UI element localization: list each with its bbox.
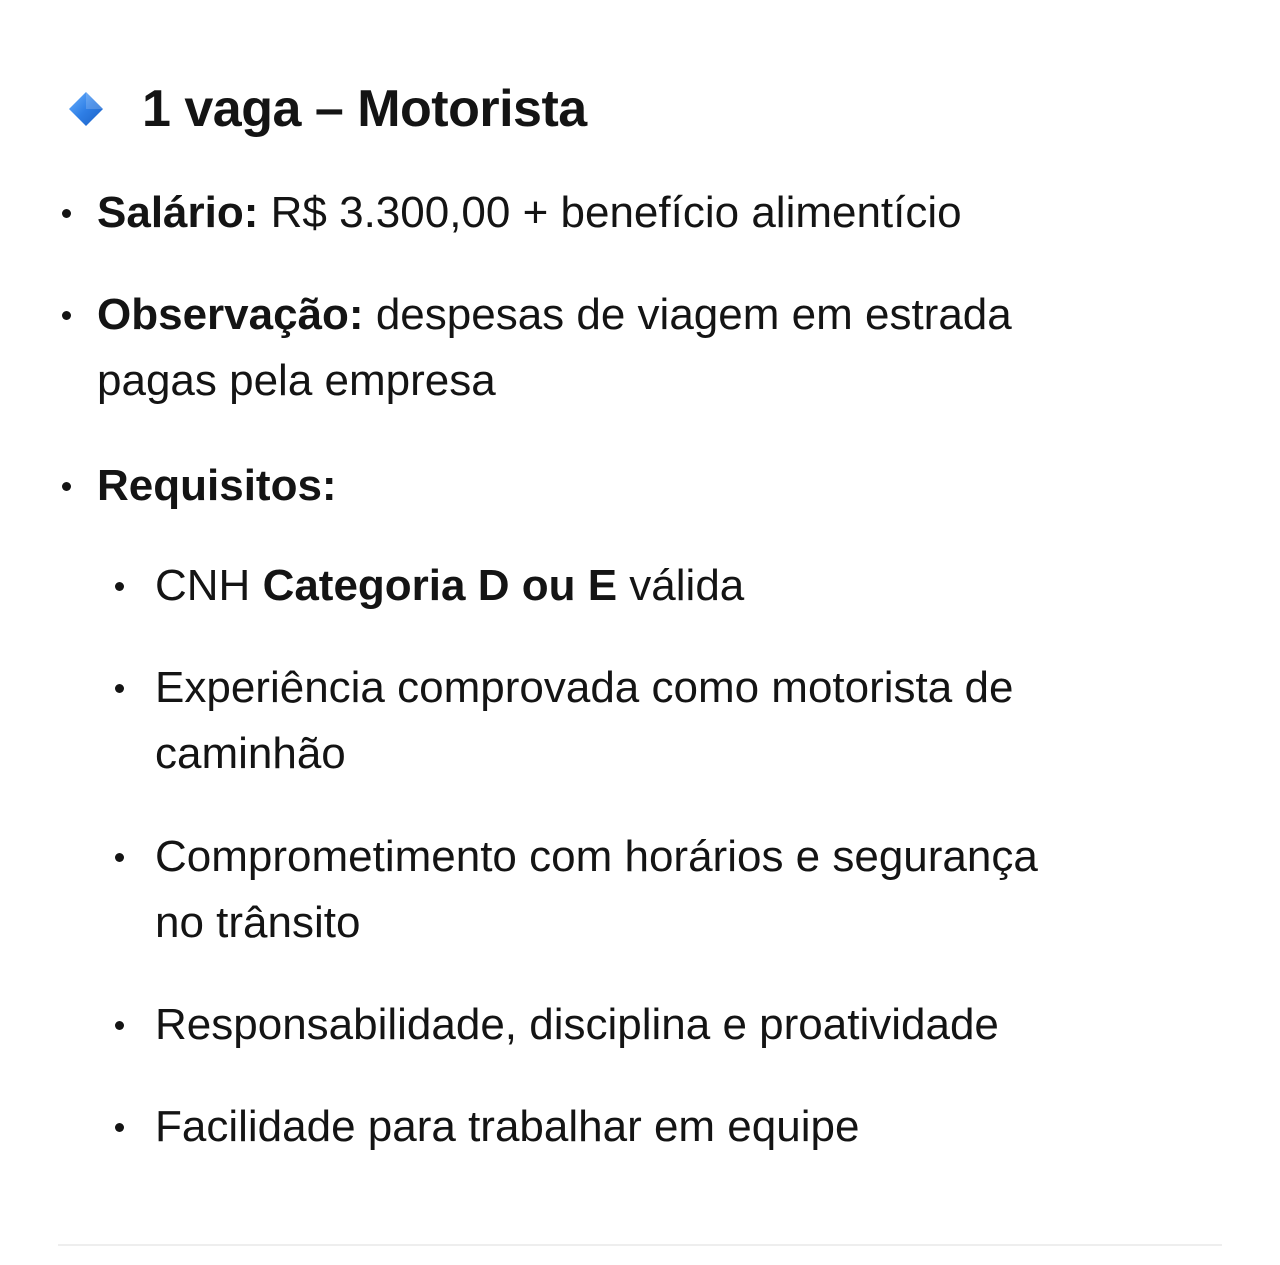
bullet-icon <box>62 209 71 218</box>
requirement-experience-line2: caminhão <box>155 729 346 778</box>
list-item-requirements <box>97 453 337 519</box>
requirement-responsibility: Responsabilidade, disciplina e proatividade <box>155 1000 999 1049</box>
bullet-icon <box>115 1021 124 1030</box>
bullet-icon <box>115 1123 124 1132</box>
requirement-teamwork: Facilidade para trabalhar em equipe <box>155 1102 860 1151</box>
page-title: 1 vaga – Motorista <box>142 80 587 138</box>
bullet-icon <box>115 582 124 591</box>
requirement-cnh-category: Categoria D ou E <box>262 561 618 610</box>
divider <box>58 1244 1222 1246</box>
requirement-cnh-prefix: CNH <box>155 561 251 610</box>
observation-label: Observação: <box>97 290 364 339</box>
bullet-icon <box>115 853 124 862</box>
bullet-icon <box>62 482 71 491</box>
requirements-label: Requisitos: <box>97 461 337 510</box>
bullet-icon <box>62 311 71 320</box>
blue-diamond-icon <box>68 91 104 127</box>
requirement-commitment-line2: no trânsito <box>155 898 361 947</box>
requirement-commitment-line1: Comprometimento com horários e segurança <box>155 832 1038 881</box>
salary-value: R$ 3.300,00 + benefício alimentício <box>270 188 962 237</box>
job-heading <box>68 76 587 142</box>
salary-label: Salário: <box>97 188 259 237</box>
list-item-observation <box>97 282 1012 348</box>
bullet-icon <box>115 684 124 693</box>
requirement-cnh-suffix: válida <box>629 561 745 610</box>
list-item-salary <box>97 180 962 246</box>
observation-text-line1: despesas de viagem em estrada <box>375 290 1012 339</box>
requirement-experience-line1: Experiência comprovada como motorista de <box>155 663 1014 712</box>
observation-text-line2: pagas pela empresa <box>97 356 496 405</box>
requirement-cnh <box>155 553 744 619</box>
